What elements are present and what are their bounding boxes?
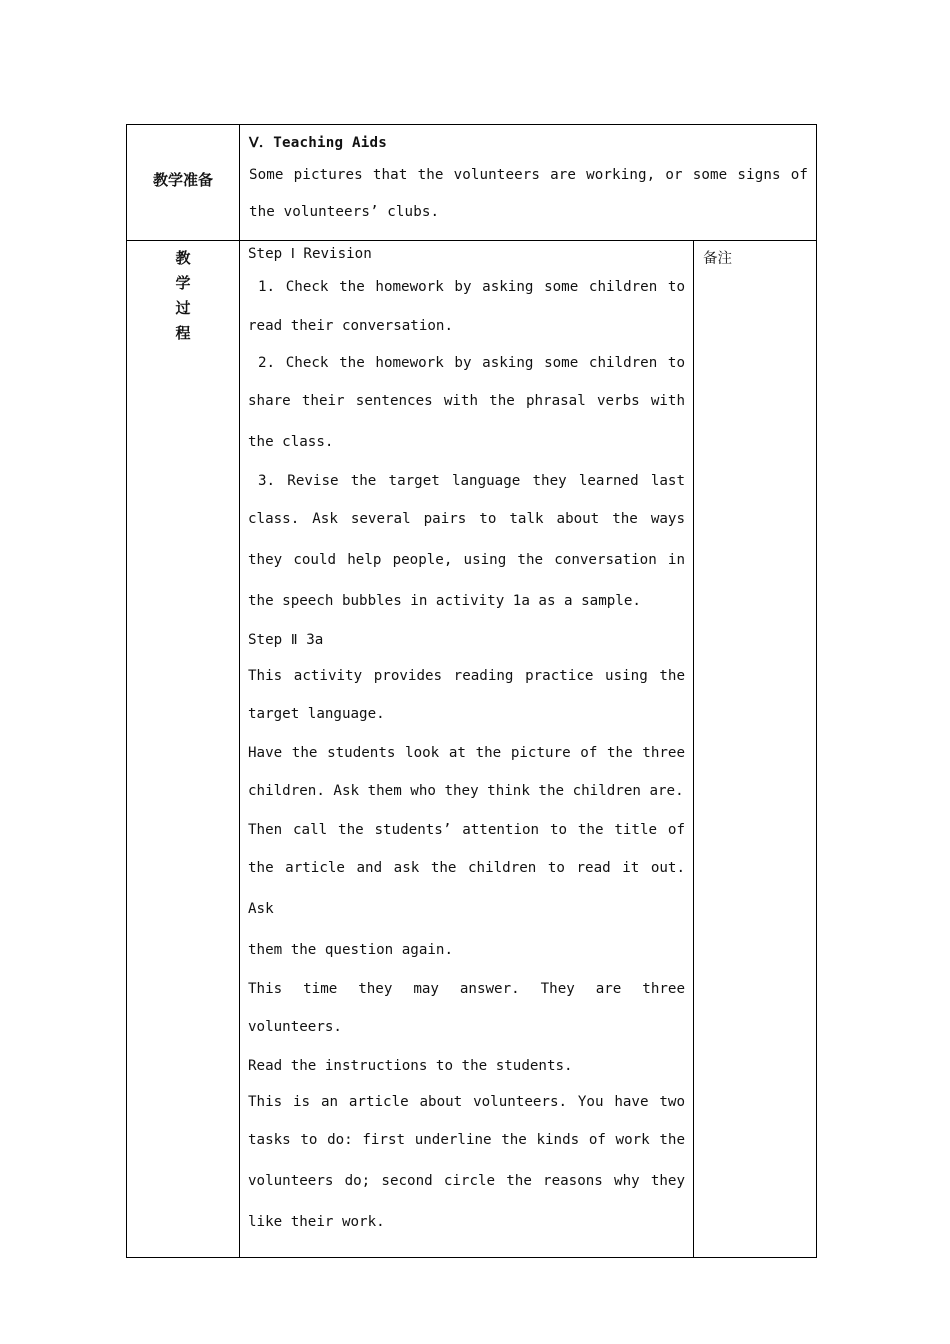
- process-label-char: 过: [175, 299, 191, 317]
- process-label-char: 教: [175, 249, 191, 267]
- text-line: the article and ask the children to read it out. Ask: [248, 860, 685, 917]
- text-line: target language.: [248, 706, 385, 722]
- step-heading: Step Ⅱ 3a: [248, 632, 324, 648]
- text-line: Have the students look at the picture of the three: [248, 745, 685, 761]
- notes-cell: [694, 241, 817, 1258]
- teaching-aids-heading: Ⅴ．Teaching Aids: [249, 135, 387, 151]
- text-line: 1. Check the homework by asking some children to: [258, 279, 685, 295]
- text-line: like their work.: [248, 1214, 385, 1230]
- text-line: class. Ask several pairs to talk about the ways: [248, 511, 685, 527]
- notes-header: 备注: [703, 251, 732, 267]
- aids-line-2: the volunteers’ clubs.: [249, 204, 440, 220]
- text-line: them the question again.: [248, 942, 453, 958]
- text-line: children. Ask them who they think the children are.: [248, 783, 684, 799]
- text-line: the speech bubbles in activity 1a as a sample.: [248, 593, 641, 609]
- text-line: volunteers.: [248, 1019, 342, 1035]
- text-line: Read the instructions to the students.: [248, 1058, 573, 1074]
- prep-label: 教学准备: [152, 171, 213, 189]
- process-row: [127, 241, 817, 1258]
- text-line: Then call the students’ attention to the title of: [248, 822, 685, 838]
- step-heading: Step Ⅰ Revision: [248, 246, 372, 262]
- text-line: This activity provides reading practice using the: [248, 668, 685, 684]
- lesson-plan-table: [126, 124, 817, 1258]
- text-line: share their sentences with the phrasal verbs with: [248, 393, 685, 409]
- text-line: read their conversation.: [248, 318, 453, 334]
- text-line: 2. Check the homework by asking some children to: [258, 355, 685, 371]
- process-label-char: 程: [175, 324, 191, 342]
- prep-content-cell: [240, 125, 817, 241]
- text-line: tasks to do: first underline the kinds of work the: [248, 1132, 685, 1148]
- text-line: This is an article about volunteers. You have two: [248, 1094, 685, 1110]
- text-line: they could help people, using the conversation in: [248, 552, 685, 568]
- process-content-cell: [240, 241, 694, 1258]
- text-line: volunteers do; second circle the reasons why they: [248, 1173, 685, 1189]
- text-line: the class.: [248, 434, 334, 450]
- process-label-cell: [127, 241, 240, 1258]
- prep-label-cell: [127, 125, 240, 241]
- aids-line-1: Some pictures that the volunteers are working, or some signs of: [249, 167, 809, 183]
- text-line: 3. Revise the target language they learned last: [258, 473, 685, 489]
- text-line: This time they may answer. They are three: [248, 981, 685, 997]
- prep-row: [127, 125, 817, 241]
- process-label-char: 学: [175, 274, 191, 292]
